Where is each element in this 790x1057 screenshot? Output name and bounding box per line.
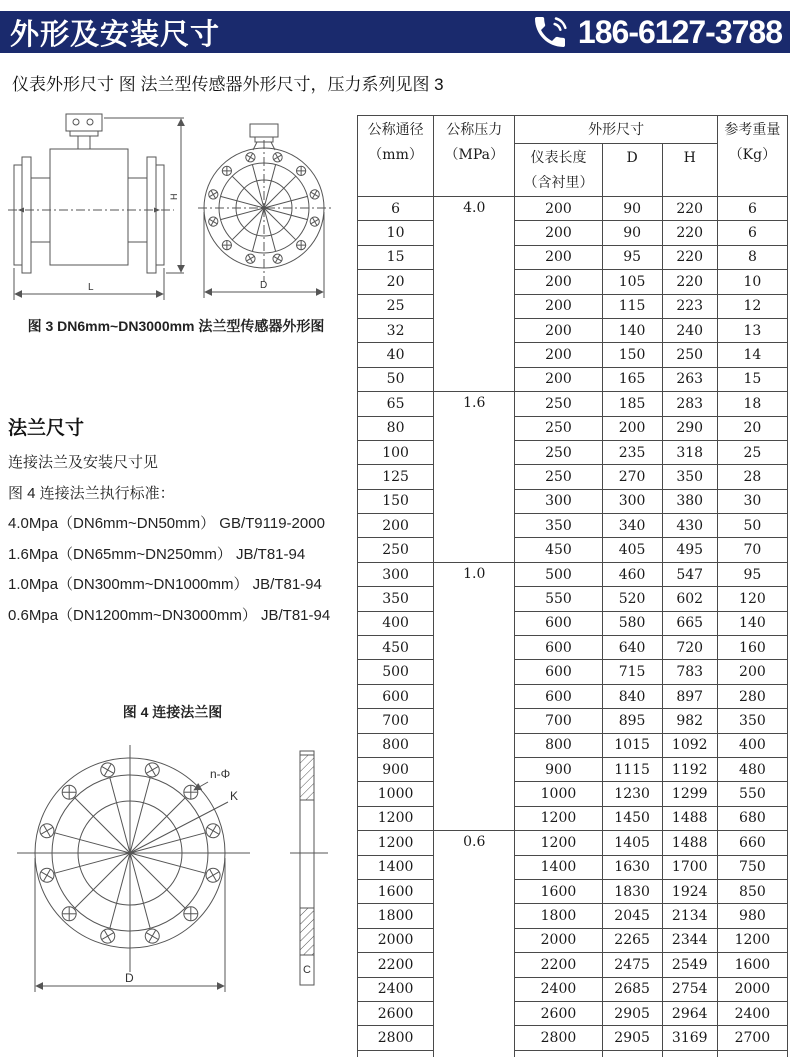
table-row bbox=[358, 465, 788, 489]
table-cell: 90 bbox=[602, 197, 662, 221]
table-cell: 1200 bbox=[515, 806, 602, 830]
table-cell: 2905 bbox=[602, 1026, 662, 1050]
table-cell: 720 bbox=[662, 636, 717, 660]
table-cell: 15 bbox=[717, 367, 787, 391]
table-cell: 200 bbox=[515, 270, 602, 294]
pressure-cell: 1.0 bbox=[434, 562, 515, 830]
table-cell: 220 bbox=[662, 270, 717, 294]
table-cell: 200 bbox=[515, 343, 602, 367]
table-cell: 715 bbox=[602, 660, 662, 684]
table-cell: 1800 bbox=[515, 904, 602, 928]
table-cell: 300 bbox=[515, 489, 602, 513]
table-cell: 25 bbox=[358, 294, 434, 318]
col-header-length bbox=[515, 144, 602, 197]
table-cell: 185 bbox=[602, 392, 662, 416]
table-row bbox=[358, 221, 788, 245]
table-cell: 140 bbox=[602, 318, 662, 342]
pressure-cell: 0.6 bbox=[434, 831, 515, 1057]
table-cell: 520 bbox=[602, 587, 662, 611]
table-cell: 1830 bbox=[602, 879, 662, 903]
table-row bbox=[358, 611, 788, 635]
table-cell: 600 bbox=[515, 611, 602, 635]
table-cell: 2000 bbox=[358, 928, 434, 952]
table-cell: 2265 bbox=[602, 928, 662, 952]
dim-label-n-phi: n-Φ bbox=[210, 767, 231, 781]
flange-section bbox=[8, 413, 358, 632]
col-header-pressure-unit: （MPa） bbox=[444, 147, 504, 163]
table-cell: 200 bbox=[602, 416, 662, 440]
table-cell: 80 bbox=[358, 416, 434, 440]
table-row bbox=[358, 318, 788, 342]
table-cell: 100 bbox=[358, 440, 434, 464]
table-cell bbox=[358, 1050, 434, 1057]
table-cell: 1630 bbox=[602, 855, 662, 879]
dim-label-L: L bbox=[88, 282, 94, 293]
table-cell: 1405 bbox=[602, 831, 662, 855]
table-cell: 1800 bbox=[358, 904, 434, 928]
table-cell: 1092 bbox=[662, 733, 717, 757]
table-cell: 125 bbox=[358, 465, 434, 489]
table-cell: 1450 bbox=[602, 806, 662, 830]
col-header-dn-unit: （mm） bbox=[368, 147, 423, 163]
table-cell: 300 bbox=[602, 489, 662, 513]
table-cell: 115 bbox=[602, 294, 662, 318]
table-cell bbox=[717, 1050, 787, 1057]
table-cell: 602 bbox=[662, 587, 717, 611]
table-cell: 400 bbox=[358, 611, 434, 635]
col-header-pressure-label: 公称压力 bbox=[446, 122, 503, 138]
table-cell: 95 bbox=[717, 562, 787, 586]
table-cell: 380 bbox=[662, 489, 717, 513]
table-cell: 50 bbox=[358, 367, 434, 391]
table-cell: 1299 bbox=[662, 782, 717, 806]
table-row bbox=[358, 197, 788, 221]
table-cell: 600 bbox=[515, 660, 602, 684]
table-cell: 200 bbox=[515, 294, 602, 318]
table-cell: 6 bbox=[358, 197, 434, 221]
table-cell: 240 bbox=[662, 318, 717, 342]
table-cell bbox=[515, 1050, 602, 1057]
table-cell: 105 bbox=[602, 270, 662, 294]
table-cell: 1200 bbox=[717, 928, 787, 952]
table-cell: 290 bbox=[662, 416, 717, 440]
table-cell: 900 bbox=[358, 757, 434, 781]
col-header-weight bbox=[717, 116, 787, 197]
table-cell: 220 bbox=[662, 245, 717, 269]
col-header-dims: 外形尺寸 bbox=[515, 116, 717, 144]
table-row bbox=[358, 343, 788, 367]
table-cell: 250 bbox=[515, 465, 602, 489]
table-cell: 280 bbox=[717, 684, 787, 708]
table-cell: 800 bbox=[358, 733, 434, 757]
table-cell: 495 bbox=[662, 538, 717, 562]
table-cell: 2475 bbox=[602, 953, 662, 977]
table-cell: 318 bbox=[662, 440, 717, 464]
col-header-length-label: 仪表长度 bbox=[530, 150, 587, 166]
table-cell: 982 bbox=[662, 709, 717, 733]
dim-label-K: K bbox=[230, 789, 239, 803]
table-cell: 750 bbox=[717, 855, 787, 879]
table-cell: 165 bbox=[602, 367, 662, 391]
table-cell: 350 bbox=[358, 587, 434, 611]
dim-label-D: D bbox=[125, 971, 134, 985]
figure3-caption: 图 3 DN6mm~DN3000mm 法兰型传感器外形图 bbox=[27, 318, 325, 334]
table-cell: 283 bbox=[662, 392, 717, 416]
table-row bbox=[358, 684, 788, 708]
flange-standard: 0.6Mpa（DN1200mm~DN3000mm） JB/T81-94 bbox=[8, 606, 331, 624]
table-cell: 95 bbox=[602, 245, 662, 269]
table-cell: 1700 bbox=[662, 855, 717, 879]
table-cell: 12 bbox=[717, 294, 787, 318]
table-row bbox=[358, 782, 788, 806]
table-row bbox=[358, 806, 788, 830]
table-cell: 1600 bbox=[717, 953, 787, 977]
table-cell: 1192 bbox=[662, 757, 717, 781]
table-cell: 20 bbox=[717, 416, 787, 440]
table-cell: 120 bbox=[717, 587, 787, 611]
table-cell: 640 bbox=[602, 636, 662, 660]
table-cell: 430 bbox=[662, 514, 717, 538]
table-cell: 550 bbox=[515, 587, 602, 611]
table-cell: 850 bbox=[717, 879, 787, 903]
table-cell: 340 bbox=[602, 514, 662, 538]
table-row bbox=[358, 587, 788, 611]
table-cell: 450 bbox=[515, 538, 602, 562]
table-cell: 350 bbox=[717, 709, 787, 733]
table-cell: 500 bbox=[358, 660, 434, 684]
table-cell: 2000 bbox=[717, 977, 787, 1001]
table-cell: 350 bbox=[515, 514, 602, 538]
subtitle: 仪表外形尺寸 图 法兰型传感器外形尺寸，压力系列见图 3 bbox=[12, 75, 444, 94]
table-cell: 980 bbox=[717, 904, 787, 928]
table-cell: 223 bbox=[662, 294, 717, 318]
table-cell: 2754 bbox=[662, 977, 717, 1001]
table-cell: 32 bbox=[358, 318, 434, 342]
table-row bbox=[358, 928, 788, 952]
table-row bbox=[358, 831, 788, 855]
table-cell: 450 bbox=[358, 636, 434, 660]
header-bar bbox=[0, 11, 790, 53]
flange-line: 图 4 连接法兰执行标准： bbox=[8, 484, 175, 502]
table-cell: 200 bbox=[515, 221, 602, 245]
table-cell: 2700 bbox=[717, 1026, 787, 1050]
pressure-cell: 1.6 bbox=[434, 392, 515, 563]
table-row bbox=[358, 538, 788, 562]
col-header-h: H bbox=[662, 144, 717, 197]
flange-line: 连接法兰及安装尺寸见 bbox=[8, 454, 159, 471]
table-cell: 2400 bbox=[717, 1001, 787, 1025]
table-cell: 580 bbox=[602, 611, 662, 635]
table-cell: 600 bbox=[515, 636, 602, 660]
table-cell: 270 bbox=[602, 465, 662, 489]
table-row bbox=[358, 733, 788, 757]
table-row bbox=[358, 904, 788, 928]
table-row bbox=[358, 562, 788, 586]
table-cell: 550 bbox=[717, 782, 787, 806]
table-cell: 90 bbox=[602, 221, 662, 245]
figure3-sensor-outline-drawing bbox=[6, 110, 351, 312]
table-cell: 20 bbox=[358, 270, 434, 294]
table-cell: 1200 bbox=[515, 831, 602, 855]
table-cell: 300 bbox=[358, 562, 434, 586]
table-cell: 3169 bbox=[662, 1026, 717, 1050]
figure4-flange-drawing bbox=[12, 720, 347, 1005]
table-cell: 25 bbox=[717, 440, 787, 464]
table-cell: 1015 bbox=[602, 733, 662, 757]
table-cell: 2800 bbox=[358, 1026, 434, 1050]
table-row bbox=[358, 709, 788, 733]
table-cell: 547 bbox=[662, 562, 717, 586]
table-cell: 200 bbox=[515, 245, 602, 269]
table-cell: 2600 bbox=[358, 1001, 434, 1025]
table-cell: 895 bbox=[602, 709, 662, 733]
dimensions-table bbox=[357, 115, 788, 1057]
table-cell: 200 bbox=[515, 197, 602, 221]
table-cell: 200 bbox=[717, 660, 787, 684]
table-cell: 220 bbox=[662, 221, 717, 245]
flange-standard: 1.0Mpa（DN300mm~DN1000mm） JB/T81-94 bbox=[8, 576, 322, 594]
table-row bbox=[358, 660, 788, 684]
table-row bbox=[358, 977, 788, 1001]
table-cell: 2200 bbox=[515, 953, 602, 977]
dim-label-H: H bbox=[169, 193, 179, 200]
table-cell: 70 bbox=[717, 538, 787, 562]
table-cell: 6 bbox=[717, 221, 787, 245]
table-row bbox=[358, 416, 788, 440]
table-row bbox=[358, 245, 788, 269]
table-row bbox=[358, 367, 788, 391]
table-cell: 200 bbox=[358, 514, 434, 538]
table-cell: 1000 bbox=[515, 782, 602, 806]
table-cell: 14 bbox=[717, 343, 787, 367]
table-cell: 900 bbox=[515, 757, 602, 781]
dim-label-D: D bbox=[260, 280, 268, 291]
table-cell: 235 bbox=[602, 440, 662, 464]
table-row bbox=[358, 757, 788, 781]
dimensions-table-wrap bbox=[357, 115, 790, 1057]
table-cell: 50 bbox=[717, 514, 787, 538]
table-cell: 250 bbox=[358, 538, 434, 562]
table-row bbox=[358, 392, 788, 416]
table-cell: 6 bbox=[717, 197, 787, 221]
table-row bbox=[358, 514, 788, 538]
flange-heading: 法兰尺寸 bbox=[8, 418, 85, 439]
figure4-caption: 图 4 连接法兰图 bbox=[122, 704, 223, 720]
table-cell: 250 bbox=[515, 440, 602, 464]
table-cell: 18 bbox=[717, 392, 787, 416]
table-row bbox=[358, 440, 788, 464]
table-cell: 8 bbox=[717, 245, 787, 269]
table-row bbox=[358, 489, 788, 513]
table-cell: 783 bbox=[662, 660, 717, 684]
table-cell: 250 bbox=[515, 392, 602, 416]
table-cell: 200 bbox=[515, 318, 602, 342]
table-cell: 600 bbox=[515, 684, 602, 708]
table-row bbox=[358, 294, 788, 318]
table-cell: 2549 bbox=[662, 953, 717, 977]
table-cell: 350 bbox=[662, 465, 717, 489]
table-cell: 1200 bbox=[358, 831, 434, 855]
table-row bbox=[358, 1001, 788, 1025]
table-cell: 700 bbox=[515, 709, 602, 733]
table-cell: 2600 bbox=[515, 1001, 602, 1025]
table-cell: 250 bbox=[662, 343, 717, 367]
table-cell bbox=[602, 1050, 662, 1057]
table-row bbox=[358, 953, 788, 977]
table-cell: 500 bbox=[515, 562, 602, 586]
col-header-dn bbox=[358, 116, 434, 197]
table-cell: 400 bbox=[717, 733, 787, 757]
table-cell: 2800 bbox=[515, 1026, 602, 1050]
table-cell: 1488 bbox=[662, 806, 717, 830]
table-cell: 65 bbox=[358, 392, 434, 416]
table-cell: 700 bbox=[358, 709, 434, 733]
table-cell: 2685 bbox=[602, 977, 662, 1001]
table-cell: 680 bbox=[717, 806, 787, 830]
table-cell: 2134 bbox=[662, 904, 717, 928]
table-cell: 1600 bbox=[358, 879, 434, 903]
dim-label-C: C bbox=[303, 964, 311, 976]
table-cell: 1230 bbox=[602, 782, 662, 806]
table-row bbox=[358, 1050, 788, 1057]
table-cell: 2045 bbox=[602, 904, 662, 928]
table-cell: 2000 bbox=[515, 928, 602, 952]
table-cell: 2400 bbox=[358, 977, 434, 1001]
page-title: 外形及安装尺寸 bbox=[10, 18, 221, 51]
table-cell: 460 bbox=[602, 562, 662, 586]
table-row bbox=[358, 879, 788, 903]
table-cell: 10 bbox=[358, 221, 434, 245]
col-header-dn-label: 公称通径 bbox=[367, 122, 424, 138]
table-cell: 660 bbox=[717, 831, 787, 855]
phone-call-icon bbox=[530, 12, 570, 52]
phone-number: 186-6127-3788 bbox=[577, 13, 782, 50]
table-cell: 2905 bbox=[602, 1001, 662, 1025]
table-cell: 220 bbox=[662, 197, 717, 221]
table-cell: 150 bbox=[358, 489, 434, 513]
table-cell: 150 bbox=[602, 343, 662, 367]
table-body bbox=[358, 197, 788, 1057]
table-cell: 2964 bbox=[662, 1001, 717, 1025]
table-cell: 160 bbox=[717, 636, 787, 660]
table-cell: 40 bbox=[358, 343, 434, 367]
table-cell: 600 bbox=[358, 684, 434, 708]
table-cell: 10 bbox=[717, 270, 787, 294]
table-row bbox=[358, 270, 788, 294]
table-cell: 1600 bbox=[515, 879, 602, 903]
table-cell: 480 bbox=[717, 757, 787, 781]
table-cell: 15 bbox=[358, 245, 434, 269]
table-cell: 2200 bbox=[358, 953, 434, 977]
col-header-weight-unit: （Kg） bbox=[728, 147, 777, 163]
table-cell: 200 bbox=[515, 367, 602, 391]
pressure-cell: 4.0 bbox=[434, 197, 515, 392]
table-cell: 2400 bbox=[515, 977, 602, 1001]
table-cell: 28 bbox=[717, 465, 787, 489]
table-cell: 30 bbox=[717, 489, 787, 513]
table-cell: 665 bbox=[662, 611, 717, 635]
table-row bbox=[358, 636, 788, 660]
table-cell: 13 bbox=[717, 318, 787, 342]
table-cell: 250 bbox=[515, 416, 602, 440]
flange-standard: 4.0Mpa（DN6mm~DN50mm） GB/T9119-2000 bbox=[8, 515, 325, 533]
table-cell: 1000 bbox=[358, 782, 434, 806]
table-cell: 1115 bbox=[602, 757, 662, 781]
table-cell: 405 bbox=[602, 538, 662, 562]
table-cell: 140 bbox=[717, 611, 787, 635]
table-cell: 897 bbox=[662, 684, 717, 708]
phone-block bbox=[530, 12, 782, 52]
col-header-d: D bbox=[602, 144, 662, 197]
flange-standard: 1.6Mpa（DN65mm~DN250mm） JB/T81-94 bbox=[8, 545, 306, 563]
col-header-weight-label: 参考重量 bbox=[724, 122, 781, 138]
table-cell: 1488 bbox=[662, 831, 717, 855]
table-cell: 800 bbox=[515, 733, 602, 757]
table-cell: 263 bbox=[662, 367, 717, 391]
table-cell: 1200 bbox=[358, 806, 434, 830]
col-header-pressure bbox=[434, 116, 515, 197]
table-cell bbox=[662, 1050, 717, 1057]
table-cell: 840 bbox=[602, 684, 662, 708]
table-cell: 1400 bbox=[358, 855, 434, 879]
table-cell: 2344 bbox=[662, 928, 717, 952]
table-cell: 1924 bbox=[662, 879, 717, 903]
table-row bbox=[358, 1026, 788, 1050]
table-row bbox=[358, 855, 788, 879]
col-header-length-unit: （含衬里） bbox=[523, 175, 594, 191]
table-cell: 1400 bbox=[515, 855, 602, 879]
